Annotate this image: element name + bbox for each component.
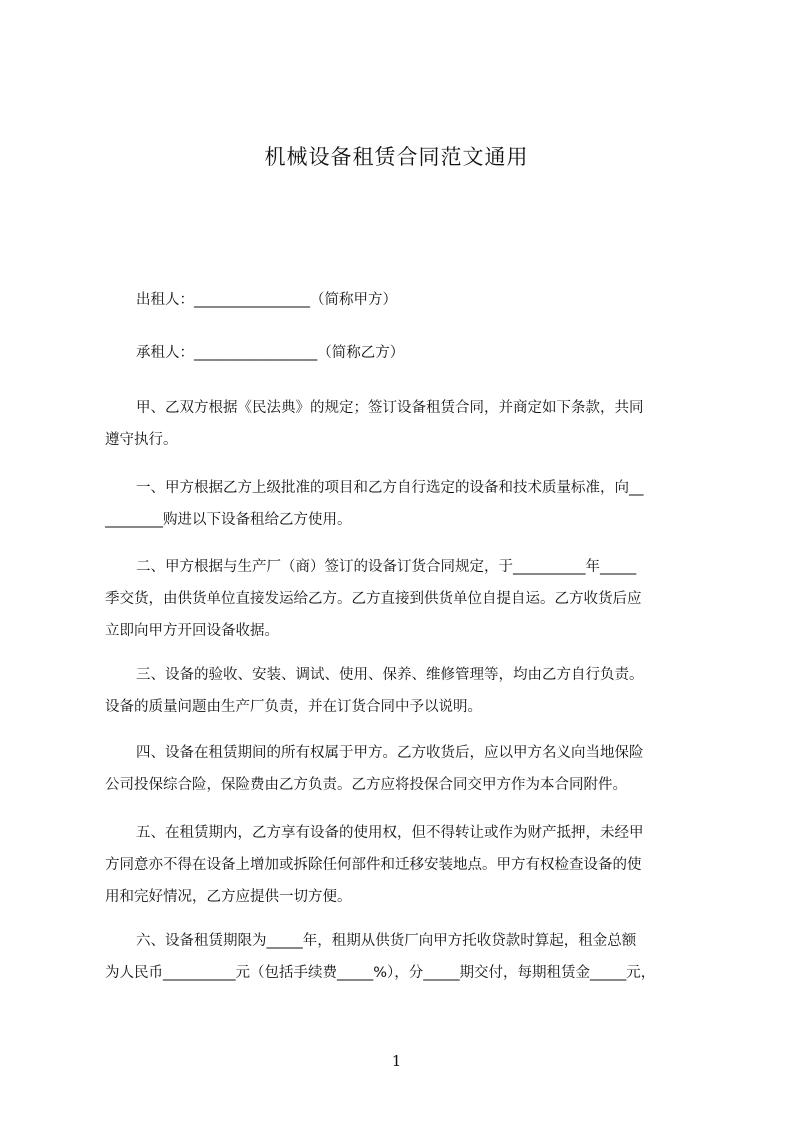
lessor-line	[105, 284, 702, 316]
clause-3	[105, 659, 702, 723]
paragraph-line: 公司投保综合险，保险费由乙方负责。乙方应将投保合同交甲方作为本合同附件。	[105, 777, 627, 793]
paragraph-line: 遵守执行。	[105, 432, 178, 448]
paragraph-line: 为人民币__________元（包括手续费_____%），分_____期交付，每期租赁金_____元，	[105, 965, 656, 981]
lessor-text: 出租人：________________（简称甲方）	[136, 292, 397, 308]
paragraph-line: 五、在租赁期内，乙方享有设备的使用权，但不得转让或作为财产抵押，未经甲	[136, 825, 644, 841]
paragraph-line: 用和完好情况，乙方应提供一切方便。	[105, 889, 352, 905]
paragraph-line: 季交货，由供货单位直接发运给乙方。乙方直接到供货单位自提自运。乙方收货后应	[105, 591, 642, 607]
paragraph-line: 甲、乙双方根据《民法典》的规定；签订设备租赁合同，并商定如下条款，共同	[136, 400, 644, 416]
clause-4	[105, 737, 702, 801]
page-number: 1	[391, 1052, 402, 1070]
clause-5	[105, 817, 702, 913]
paragraph-line: 设备的质量问题由生产厂负责，并在订货合同中予以说明。	[105, 699, 482, 715]
paragraph-line: 四、设备在租赁期间的所有权属于甲方。乙方收货后，应以甲方名义向当地保险	[136, 745, 644, 761]
intro-paragraph	[105, 392, 702, 456]
lessee-text: 承租人：_________________（简称乙方）	[136, 345, 405, 361]
paragraph-line: 二、甲方根据与生产厂（商）签订的设备订货合同规定，于__________年_____	[136, 559, 637, 575]
document-title: 机械设备租赁合同范文通用	[264, 145, 529, 169]
paragraph-line: 立即向甲方开回设备收据。	[105, 623, 279, 639]
paragraph-line: 一、甲方根据乙方上级批准的项目和乙方自行选定的设备和技术质量标准，向__	[136, 480, 644, 496]
paragraph-line: 六、设备租赁期限为_____年，租期从供货厂向甲方托收贷款时算起，租金总额	[136, 933, 637, 949]
paragraph-line: 方同意亦不得在设备上增加或拆除任何部件和迁移安装地点。甲方有权检查设备的使	[105, 857, 642, 873]
paragraph-line: 三、设备的验收、安装、调试、使用、保养、维修管理等，均由乙方自行负责。	[136, 667, 644, 683]
clause-2	[105, 551, 702, 647]
lessee-line	[105, 337, 702, 369]
clause-6	[105, 925, 702, 989]
clause-1	[105, 472, 702, 536]
paragraph-line: ________购进以下设备租给乙方使用。	[105, 512, 352, 528]
